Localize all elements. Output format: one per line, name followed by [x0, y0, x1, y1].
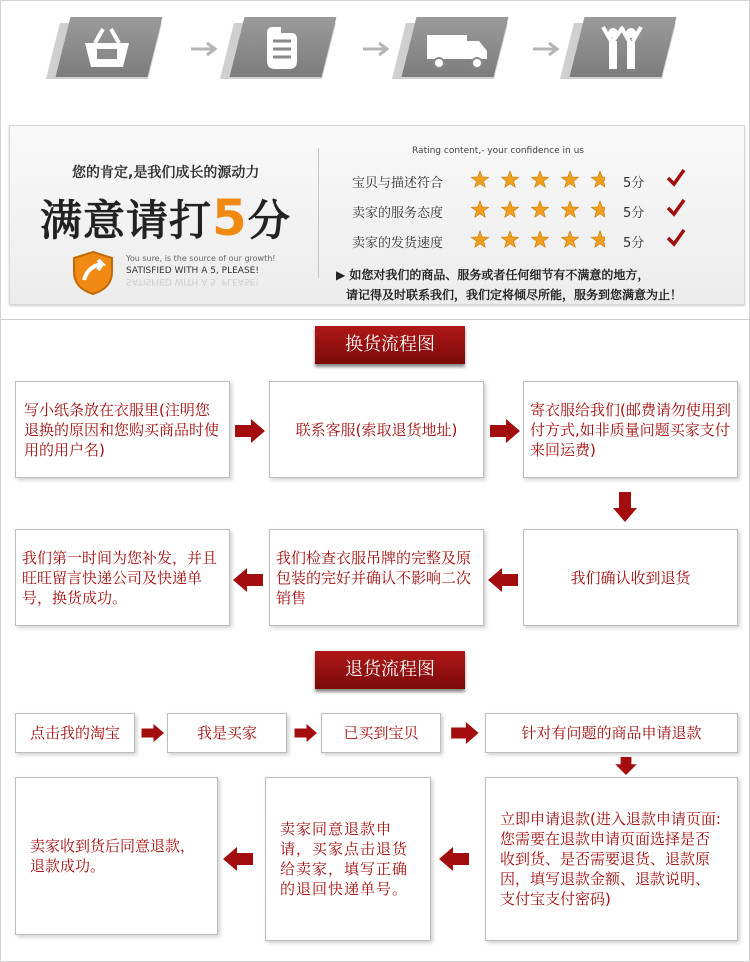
star-icon [501, 201, 518, 217]
exchange-flow-title: 换货流程图 [315, 326, 465, 364]
refund-step-1 [15, 713, 135, 753]
arrow-right-icon [293, 722, 317, 744]
step-arrow-icon [533, 41, 561, 57]
check-icon [666, 198, 686, 218]
star-icon [561, 201, 578, 217]
refund-step-2 [167, 713, 287, 753]
rating-label: 卖家的服务态度 [352, 206, 444, 221]
step-arrow-icon [191, 41, 219, 57]
motto-small: You sure, is the source of our growth! [126, 254, 276, 263]
exchange-step-4 [523, 529, 738, 626]
refund-step-text: 我是买家 [196, 724, 257, 742]
star-icon [591, 171, 605, 187]
shopping-basket-icon [77, 23, 137, 73]
arrow-down-icon [613, 490, 637, 522]
check-icon [666, 168, 686, 188]
hand-pointing-icon [251, 23, 311, 73]
refund-flow-title: 退货流程图 [315, 651, 465, 689]
star-rating-icons [470, 230, 605, 250]
refund-step-7 [15, 777, 218, 935]
rating-stars [470, 230, 605, 254]
banner-divider [318, 148, 319, 278]
process-steps-strip [1, 1, 750, 101]
step-card-success [567, 17, 677, 83]
rating-score: 5分 [623, 236, 645, 251]
arrow-left-icon [488, 568, 520, 592]
exchange-step-text: 写小纸条放在衣服里(注明您退换的原因和您购买商品时使用的用户名) [24, 400, 220, 459]
step-card-contact [227, 17, 337, 83]
refund-step-text: 卖家收到货后同意退款，退款成功。 [30, 837, 196, 875]
rating-label: 宝贝与描述符合 [352, 176, 444, 191]
exchange-step-text: 我们第一时间为您补发，并且旺旺留言快递公司及快递单号，换货成功。 [22, 548, 218, 607]
step-card-shop [53, 17, 163, 83]
star-icon [591, 231, 605, 247]
refund-step-text: 卖家同意退款申请，买家点击退货给卖家，填写正确的退回快递单号。 [280, 820, 409, 898]
arrow-right-icon [488, 419, 520, 443]
exchange-step-text: 我们检查衣服吊牌的完整及原包装的完好并确认不影响二次销售 [276, 548, 472, 607]
motto-reflection: SATISFIED WITH A 5, PLEASE! [126, 276, 259, 286]
step-arrow-icon [363, 41, 391, 57]
exchange-step-3 [523, 381, 738, 478]
check-icon [666, 228, 686, 248]
star-icon [561, 231, 578, 247]
star-icon [591, 201, 605, 217]
exchange-step-5 [269, 529, 484, 626]
refund-step-text: 点击我的淘宝 [29, 724, 120, 742]
banner-title [40, 188, 291, 248]
star-icon [501, 231, 518, 247]
arrow-left-icon [439, 847, 471, 871]
star-rating-icons [470, 170, 605, 190]
star-icon [501, 171, 518, 187]
arrow-right-icon [449, 722, 479, 744]
exchange-step-text: 寄衣服给我们(邮费请勿使用到付方式,如非质量问题买家支付来回运费) [530, 400, 731, 459]
exchange-step-2 [269, 381, 484, 478]
refund-step-5 [485, 777, 738, 941]
banner-title-suffix: 分 [247, 196, 291, 245]
star-icon [531, 171, 548, 187]
star-icon [531, 201, 548, 217]
exchange-step-text: 我们确认收到退货 [570, 568, 691, 587]
banner-title-prefix: 满意请打 [40, 196, 213, 245]
rating-row [340, 168, 740, 192]
refund-step-3 [321, 713, 441, 753]
step-card-shipping [399, 17, 509, 83]
arrow-left-icon [223, 847, 255, 871]
banner-slogan: 您的肯定,是我们成长的源动力 [72, 165, 260, 181]
celebrating-people-icon [591, 23, 651, 73]
banner-note-line2: 请记得及时联系我们，我们定将倾尽所能，服务到您满意为止！ [346, 288, 683, 302]
refund-step-4 [485, 713, 738, 753]
star-icon [471, 231, 488, 247]
refund-step-6 [265, 777, 431, 941]
banner-note-line1: ▶ 如您对我们的商品、服务或者任何细节有不满意的地方， [336, 268, 650, 282]
arrow-left-icon [233, 568, 265, 592]
refund-step-text: 针对有问题的商品申请退款 [521, 724, 702, 742]
refund-step-text: 立即申请退款(进入退款申请页面:您需要在退款申请页面选择是否收到货、是否需要退货、退款原因，填写退款金额、退款说明、支付宝支付密码) [500, 810, 721, 908]
arrow-right-icon [140, 722, 164, 744]
star-icon [561, 171, 578, 187]
rating-row [340, 198, 740, 222]
rating-stars [470, 170, 605, 194]
exchange-step-text: 联系客服(索取退货地址) [295, 420, 458, 439]
rating-label: 卖家的发货速度 [352, 236, 444, 251]
star-rating-icons [470, 200, 605, 220]
banner-title-five: 5 [212, 189, 248, 247]
rating-score: 5分 [623, 206, 645, 221]
arrow-right-icon [233, 419, 265, 443]
exchange-step-1 [15, 381, 230, 478]
rating-banner [9, 125, 745, 305]
arrow-down-icon [615, 757, 637, 775]
divider [1, 319, 750, 320]
rating-row [340, 228, 740, 252]
star-icon [471, 201, 488, 217]
rating-score: 5分 [623, 176, 645, 191]
refund-step-text: 已买到宝贝 [343, 724, 419, 742]
shield-icon [70, 250, 116, 296]
exchange-step-6 [15, 529, 230, 626]
star-icon [531, 231, 548, 247]
motto-main: SATISFIED WITH A 5, PLEASE! [126, 266, 259, 276]
rating-stars [470, 200, 605, 224]
star-icon [471, 171, 488, 187]
rating-header: Rating content,- your confidence in us [412, 146, 584, 156]
delivery-truck-icon [423, 23, 493, 73]
